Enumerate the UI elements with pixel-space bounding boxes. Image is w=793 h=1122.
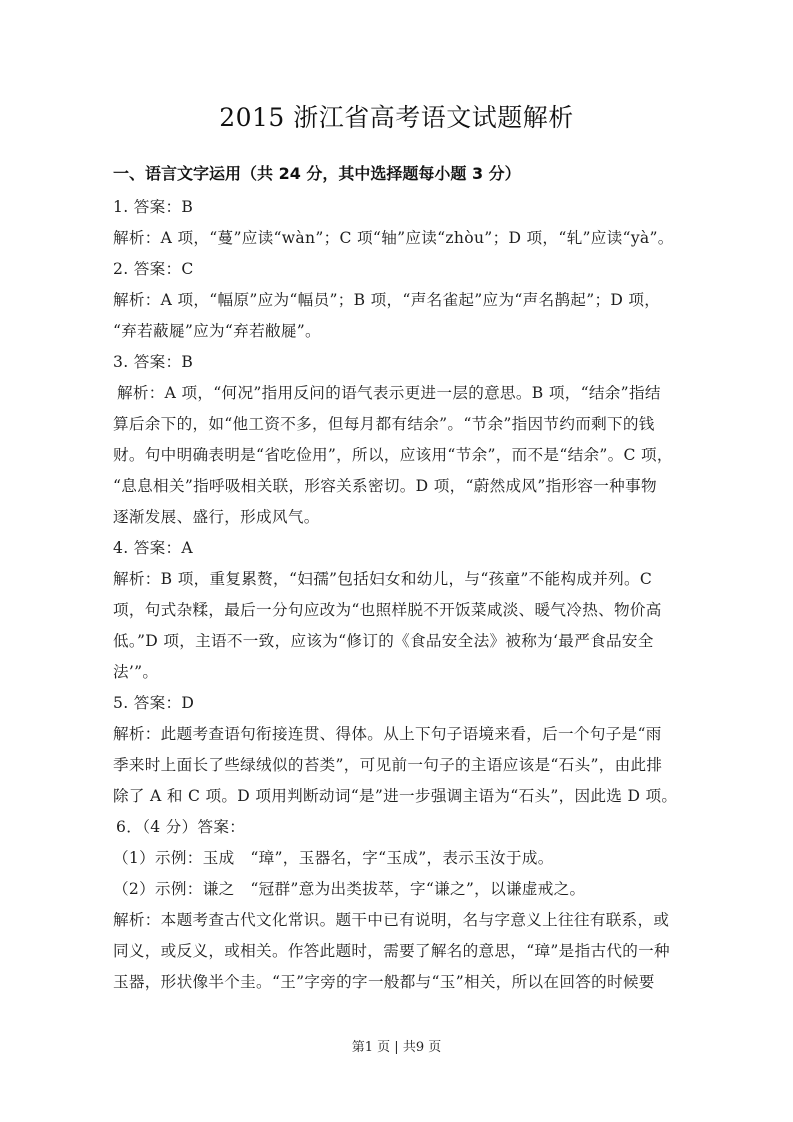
analysis-6-line-2: 同义，或反义，或相关。作答此题时，需要了解名的意思，“璋”是指古代的一种 [113,942,670,960]
answer-6: 6．（4 分）答案： [116,818,246,836]
answer-5: 5. 答案：D [113,694,195,712]
analysis-5-line-1: 解析：此题考查语句衔接连贯、得体。从上下句子语境来看，后一个句子是“雨 [113,725,662,743]
answer-2: 2. 答案：C [113,260,194,278]
analysis-2-line-1: 解析：A 项，“幅原”应为“幅员”；B 项，“声名雀起”应为“声名鹊起”；D 项， [113,291,661,309]
analysis-3-line-1: 解析：A 项，“何况”指用反问的语气表示更进一层的意思。B 项，“结余”指结 [117,384,661,402]
analysis-5-line-3: 除了 A 和 C 项。D 项用判断动词“是”进一步强调主语为“石头”，因此选 D 项。 [113,787,678,805]
page-indicator: 第1 页 | 共9 页 [351,1040,442,1055]
analysis-3-line-2: 算后余下的，如“他工资不多，但每月都有结余”。“节余”指因节约而剩下的钱 [113,415,655,433]
analysis-3-line-4: “息息相关”指呼吸相关联，形容关系密切。D 项，“蔚然成风”指形容一种事物 [113,477,657,495]
analysis-6-line-1: 解析：本题考查古代文化常识。题干中已有说明，名与字意义上往往有联系，或 [113,911,670,929]
analysis-4-line-2: 项，句式杂糅，最后一分句应改为“也照样脱不开饭菜咸淡、暖气冷热、物价高 [113,601,662,619]
analysis-4-line-1: 解析：B 项，重复累赘，“妇孺”包括妇女和幼儿，与“孩童”不能构成并列。C [113,570,653,588]
analysis-4-line-4: 法’”。 [113,663,159,681]
document-body [113,192,685,998]
document-title: 2015 浙江省高考语文试题解析 [219,103,574,132]
analysis-2-line-2: “弃若蔽屣”应为“弃若敝屣”。 [113,322,321,340]
answer-6-example-1: （1）示例：玉成 “璋”，玉器名，字“玉成”，表示玉汝于成。 [113,849,554,867]
answer-3: 3. 答案：B [113,353,194,371]
analysis-6-line-3: 玉器，形状像半个圭。“王”字旁的字一般都与“玉”相关，所以在回答的时候要 [113,973,655,991]
analysis-3-line-3: 财。句中明确表明是“省吃俭用”，所以，应该用“节余”，而不是“结余”。C 项， [113,446,673,464]
analysis-4-line-3: 低。”D 项，主语不一致，应该为“修订的《食品安全法》被称为‘最严食品安全 [113,632,654,650]
section-heading: 一、语言文字运用（共 24 分，其中选择题每小题 3 分） [113,164,521,183]
analysis-1: 解析：A 项，“蔓”应读“wàn”；C 项“轴”应读“zhòu”；D 项，“轧”应读“yà”。 [113,229,674,247]
analysis-5-line-2: 季来时上面长了些绿绒似的苔类”，可见前一句子的主语应该是“石头”，由此排 [113,756,663,774]
analysis-3-line-5: 逐渐发展、盛行，形成风气。 [113,508,320,526]
answer-1: 1. 答案：B [113,198,194,216]
answer-6-example-2: （2）示例：谦之 “冠群”意为出类拔萃，字“谦之”，以谦虚戒之。 [113,880,586,898]
answer-4: 4. 答案：A [113,539,193,557]
